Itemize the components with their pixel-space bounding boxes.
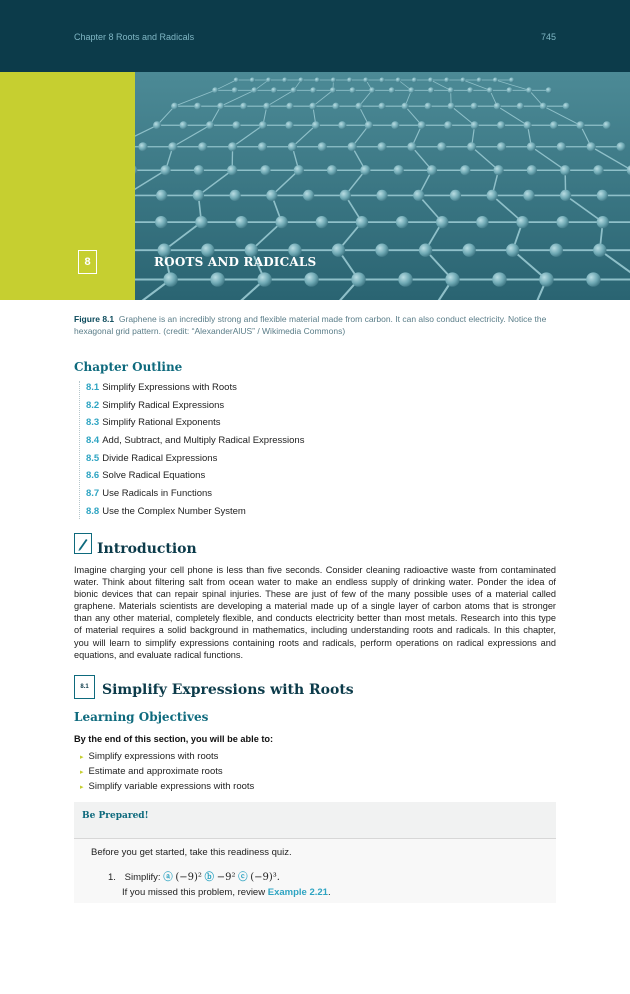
lattice-atom — [471, 121, 479, 129]
lattice-atom — [494, 103, 501, 110]
learning-objectives-heading: Learning Objectives — [74, 710, 209, 724]
part-b-label: ⓑ — [204, 872, 215, 883]
lattice-atom — [467, 142, 476, 151]
lattice-atom — [448, 103, 455, 110]
lattice-atom — [363, 78, 368, 83]
lattice-atom — [365, 121, 373, 129]
outline-item-number[interactable]: 8.8 — [86, 505, 100, 517]
learning-objectives-list — [80, 750, 254, 795]
lattice-atom — [394, 165, 404, 175]
outline-item-label[interactable]: Simplify Rational Exponents — [102, 417, 221, 429]
figure-label: Figure 8.1 — [74, 314, 115, 324]
bullet-triangle-icon: ▸ — [80, 769, 84, 776]
outline-item[interactable] — [86, 469, 304, 487]
lattice-atom — [448, 87, 454, 93]
lattice-atom — [168, 142, 177, 151]
figure-caption — [74, 314, 564, 337]
lattice-atom — [389, 87, 395, 93]
lattice-atom — [487, 190, 498, 201]
lattice-atom — [376, 190, 387, 201]
learning-objectives-lead: By the end of this section, you will be able to: — [74, 734, 274, 744]
objective-item — [80, 780, 254, 795]
lattice-atom — [461, 78, 466, 83]
part-c-label: ⓒ — [238, 872, 248, 883]
lattice-atom — [460, 165, 470, 175]
section-badge: 8.1 — [74, 675, 95, 699]
lattice-atom — [523, 121, 531, 129]
review-end: . — [327, 887, 331, 898]
lattice-atom — [212, 87, 218, 93]
lattice-atom — [380, 78, 385, 83]
outline-rule — [79, 381, 80, 519]
lattice-atom — [402, 103, 409, 110]
lattice-atom — [527, 165, 537, 175]
objective-item — [80, 765, 254, 780]
part-a-label: ⓐ — [163, 872, 173, 883]
lattice-atom — [327, 165, 337, 175]
lattice-atom — [232, 121, 240, 129]
lattice-atom — [593, 165, 603, 175]
lattice-atom — [556, 216, 568, 228]
lattice-atom — [294, 165, 304, 175]
outline-item[interactable] — [86, 381, 304, 399]
chapter-number-panel — [0, 72, 135, 300]
lattice-atom — [266, 78, 271, 83]
outline-item[interactable] — [86, 487, 304, 505]
lattice-atom — [240, 103, 247, 110]
lattice-atom — [356, 216, 368, 228]
lattice-atom — [428, 78, 433, 83]
objective-text: Simplify expressions with roots — [88, 751, 219, 762]
lattice-atom — [257, 272, 271, 286]
outline-item-number[interactable]: 8.6 — [86, 470, 100, 482]
lattice-atom — [523, 190, 534, 201]
lattice-atom — [153, 121, 161, 129]
lattice-atom — [593, 244, 606, 257]
lattice-atom — [462, 244, 475, 257]
lattice-atom — [299, 78, 304, 83]
lattice-atom — [413, 190, 424, 201]
lattice-atom — [251, 87, 257, 93]
lattice-atom — [517, 103, 524, 110]
lattice-atom — [436, 216, 448, 228]
lattice-atom — [497, 121, 505, 129]
lattice-atom — [492, 272, 506, 286]
lattice-atom — [378, 103, 385, 110]
outline-item-label[interactable]: Use the Complex Number System — [102, 505, 246, 517]
lattice-atom — [493, 78, 498, 83]
lattice-atom — [444, 121, 452, 129]
lattice-atom — [193, 190, 204, 201]
lattice-atom — [560, 190, 571, 201]
outline-item[interactable] — [86, 505, 304, 523]
lattice-atom — [546, 87, 552, 93]
lattice-atom — [332, 103, 339, 110]
lattice-atom — [250, 78, 255, 83]
lattice-atom — [276, 216, 288, 228]
lattice-atom — [288, 142, 297, 151]
lattice-atom — [419, 244, 432, 257]
lattice-atom — [516, 216, 528, 228]
outline-item-number[interactable]: 8.2 — [86, 399, 100, 411]
introduction-text: Imagine charging your cell phone is less than five seconds. Consider cleaning radioactive waste from contaminated water. Think about filtering salt from ocean water to make an endless supply of drinking water. Ponder the idea of bionic devices that can repair spinal injuries. These are just of few of the many possible uses of a material called graphene. Materials scientists are developing a material made up of a single layer of carbon atoms that is stronger than any other material, completely flexible, and conducts electricity better than most metals. Research into this type of material requires a solid background in mathematics, including understanding roots and radicals. In this chapter, you will learn to simplify expressions containing roots and radicals, perform operations on radical expressions and equations, and evaluate radical functions. — [74, 565, 556, 660]
lattice-atom — [557, 142, 566, 151]
lattice-atom — [527, 142, 536, 151]
lattice-atom — [539, 272, 553, 286]
outline-item-number[interactable]: 8.1 — [86, 382, 100, 393]
chapter-outline-list — [86, 381, 304, 523]
lattice-atom — [234, 78, 239, 83]
lattice-atom — [217, 103, 224, 110]
lattice-atom — [160, 165, 170, 175]
outline-item-label[interactable]: Divide Radical Expressions — [102, 452, 218, 464]
running-head: Chapter 8 Roots and Radicals — [74, 32, 195, 42]
question-text: Simplify: — [124, 872, 161, 883]
bullet-triangle-icon: ▸ — [80, 784, 84, 791]
lattice-atom — [540, 103, 547, 110]
lattice-atom — [487, 87, 493, 93]
lattice-atom — [318, 142, 327, 151]
outline-item-label[interactable]: Use Radicals in Functions — [102, 488, 213, 500]
lattice-atom — [586, 272, 600, 286]
lattice-atom — [286, 103, 293, 110]
lattice-atom — [493, 165, 503, 175]
be-prepared-lead: Before you get started, take this readiness quiz. — [91, 847, 292, 858]
lattice-atom — [156, 190, 167, 201]
lattice-atom — [563, 103, 570, 110]
chapter-number-badge: 8 — [78, 250, 97, 274]
lattice-atom — [425, 103, 432, 110]
lattice-atom — [260, 165, 270, 175]
lattice-atom — [259, 121, 267, 129]
lattice-atom — [332, 244, 345, 257]
lattice-atom — [304, 272, 318, 286]
lattice-atom — [597, 190, 608, 201]
lattice-atom — [210, 272, 224, 286]
lattice-atom — [194, 103, 201, 110]
lattice-atom — [471, 103, 478, 110]
outline-item-number[interactable]: 8.5 — [86, 452, 100, 464]
lattice-atom — [587, 142, 596, 151]
page-number: 745 — [541, 32, 557, 42]
lattice-atom — [477, 78, 482, 83]
lattice-atom — [418, 121, 426, 129]
lattice-atom — [338, 121, 346, 129]
lattice-atom — [232, 87, 238, 93]
lattice-atom — [230, 190, 241, 201]
lattice-atom — [408, 87, 414, 93]
lattice-atom — [291, 87, 297, 93]
lattice-atom — [235, 216, 247, 228]
outline-item-number[interactable]: 8.4 — [86, 435, 100, 447]
outline-item[interactable] — [86, 399, 304, 417]
lattice-atom — [444, 78, 449, 83]
lattice-atom — [340, 190, 351, 201]
lattice-atom — [396, 216, 408, 228]
lattice-atom — [506, 244, 519, 257]
lattice-atom — [597, 216, 609, 228]
lattice-atom — [467, 87, 473, 93]
introduction-heading: Introduction — [97, 541, 197, 557]
section-title: Simplify Expressions with Roots — [102, 682, 354, 698]
lattice-atom — [369, 87, 375, 93]
quiz-question — [108, 869, 280, 883]
outline-item[interactable] — [86, 452, 304, 470]
lattice-atom — [266, 190, 277, 201]
outline-item-label[interactable]: Simplify Expressions with Roots — [102, 382, 237, 393]
lattice-atom — [550, 121, 558, 129]
question-number: 1. — [108, 872, 116, 883]
objective-text: Simplify variable expressions with roots — [88, 781, 255, 792]
lattice-atom — [194, 165, 204, 175]
lattice-atom — [437, 142, 446, 151]
lattice-atom — [180, 121, 188, 129]
lattice-atom — [155, 216, 167, 228]
lattice-atom — [603, 121, 611, 129]
review-text: If you missed this problem, review — [122, 887, 266, 898]
lattice-atom — [315, 78, 320, 83]
review-example-link[interactable]: Example 2.21 — [267, 887, 328, 898]
lattice-atom — [427, 165, 437, 175]
outline-item-number[interactable]: 8.3 — [86, 417, 100, 429]
lattice-atom — [375, 244, 388, 257]
lattice-atom — [347, 78, 352, 83]
chapter-outline-heading: Chapter Outline — [74, 360, 183, 374]
bullet-triangle-icon: ▸ — [80, 754, 84, 761]
lattice-atom — [348, 142, 357, 151]
lattice-atom — [316, 216, 328, 228]
lattice-atom — [407, 142, 416, 151]
objective-item — [80, 750, 254, 765]
lattice-atom — [526, 87, 532, 93]
lattice-atom — [355, 103, 362, 110]
lattice-atom — [227, 165, 237, 175]
lattice-atom — [450, 190, 461, 201]
lattice-atom — [310, 87, 316, 93]
lattice-atom — [206, 121, 214, 129]
lattice-atom — [171, 103, 178, 110]
lattice-atom — [195, 216, 207, 228]
lattice-atom — [198, 142, 207, 151]
review-note — [122, 887, 331, 898]
lattice-atom — [476, 216, 488, 228]
lattice-atom — [228, 142, 237, 151]
lattice-atom — [377, 142, 386, 151]
outline-item[interactable] — [86, 416, 304, 434]
lattice-atom — [507, 87, 513, 93]
lattice-atom — [616, 142, 625, 151]
be-prepared-heading: Be Prepared! — [82, 811, 149, 821]
outline-item-label[interactable]: Solve Radical Equations — [102, 470, 206, 482]
be-prepared-header — [74, 802, 556, 839]
lattice-atom — [330, 87, 336, 93]
pencil-icon — [74, 533, 92, 554]
part-c-expression: (−9)³. — [250, 872, 280, 883]
chapter-title: ROOTS AND RADICALS — [154, 255, 317, 269]
lattice-atom — [412, 78, 417, 83]
lattice-atom — [560, 165, 570, 175]
lattice-atom — [550, 244, 563, 257]
lattice-atom — [497, 142, 506, 151]
be-prepared-box — [74, 802, 556, 903]
lattice-atom — [398, 272, 412, 286]
part-b-expression: −9² — [216, 872, 236, 883]
figure-caption-text: Graphene is an incredibly strong and flexible material made from carbon. It can also conduct electricity. Notice the hexagonal grid pattern. (credit: “AlexanderAlUS” / Wikimedia Commons) — [74, 314, 547, 336]
lattice-atom — [258, 142, 267, 151]
lattice-atom — [285, 121, 293, 129]
lattice-atom — [271, 87, 277, 93]
lattice-atom — [138, 142, 147, 151]
lattice-atom — [576, 121, 584, 129]
lattice-atom — [282, 78, 287, 83]
lattice-atom — [509, 78, 514, 83]
outline-item-label[interactable]: Simplify Radical Expressions — [102, 399, 225, 411]
lattice-atom — [303, 190, 314, 201]
lattice-atom — [360, 165, 370, 175]
lattice-atom — [312, 121, 320, 129]
outline-item[interactable] — [86, 434, 304, 452]
part-a-expression: (−9)² — [175, 872, 202, 883]
lattice-atom — [163, 272, 177, 286]
lattice-atom — [263, 103, 270, 110]
lattice-atom — [428, 87, 434, 93]
lattice-atom — [445, 272, 459, 286]
lattice-atom — [309, 103, 316, 110]
lattice-atom — [351, 272, 365, 286]
outline-item-number[interactable]: 8.7 — [86, 488, 100, 500]
lattice-atom — [331, 78, 336, 83]
lattice-atom — [391, 121, 399, 129]
page-header — [0, 0, 630, 72]
lattice-atom — [350, 87, 356, 93]
objective-text: Estimate and approximate roots — [88, 766, 223, 777]
lattice-atom — [396, 78, 401, 83]
outline-item-label[interactable]: Add, Subtract, and Multiply Radical Expressions — [102, 435, 305, 447]
